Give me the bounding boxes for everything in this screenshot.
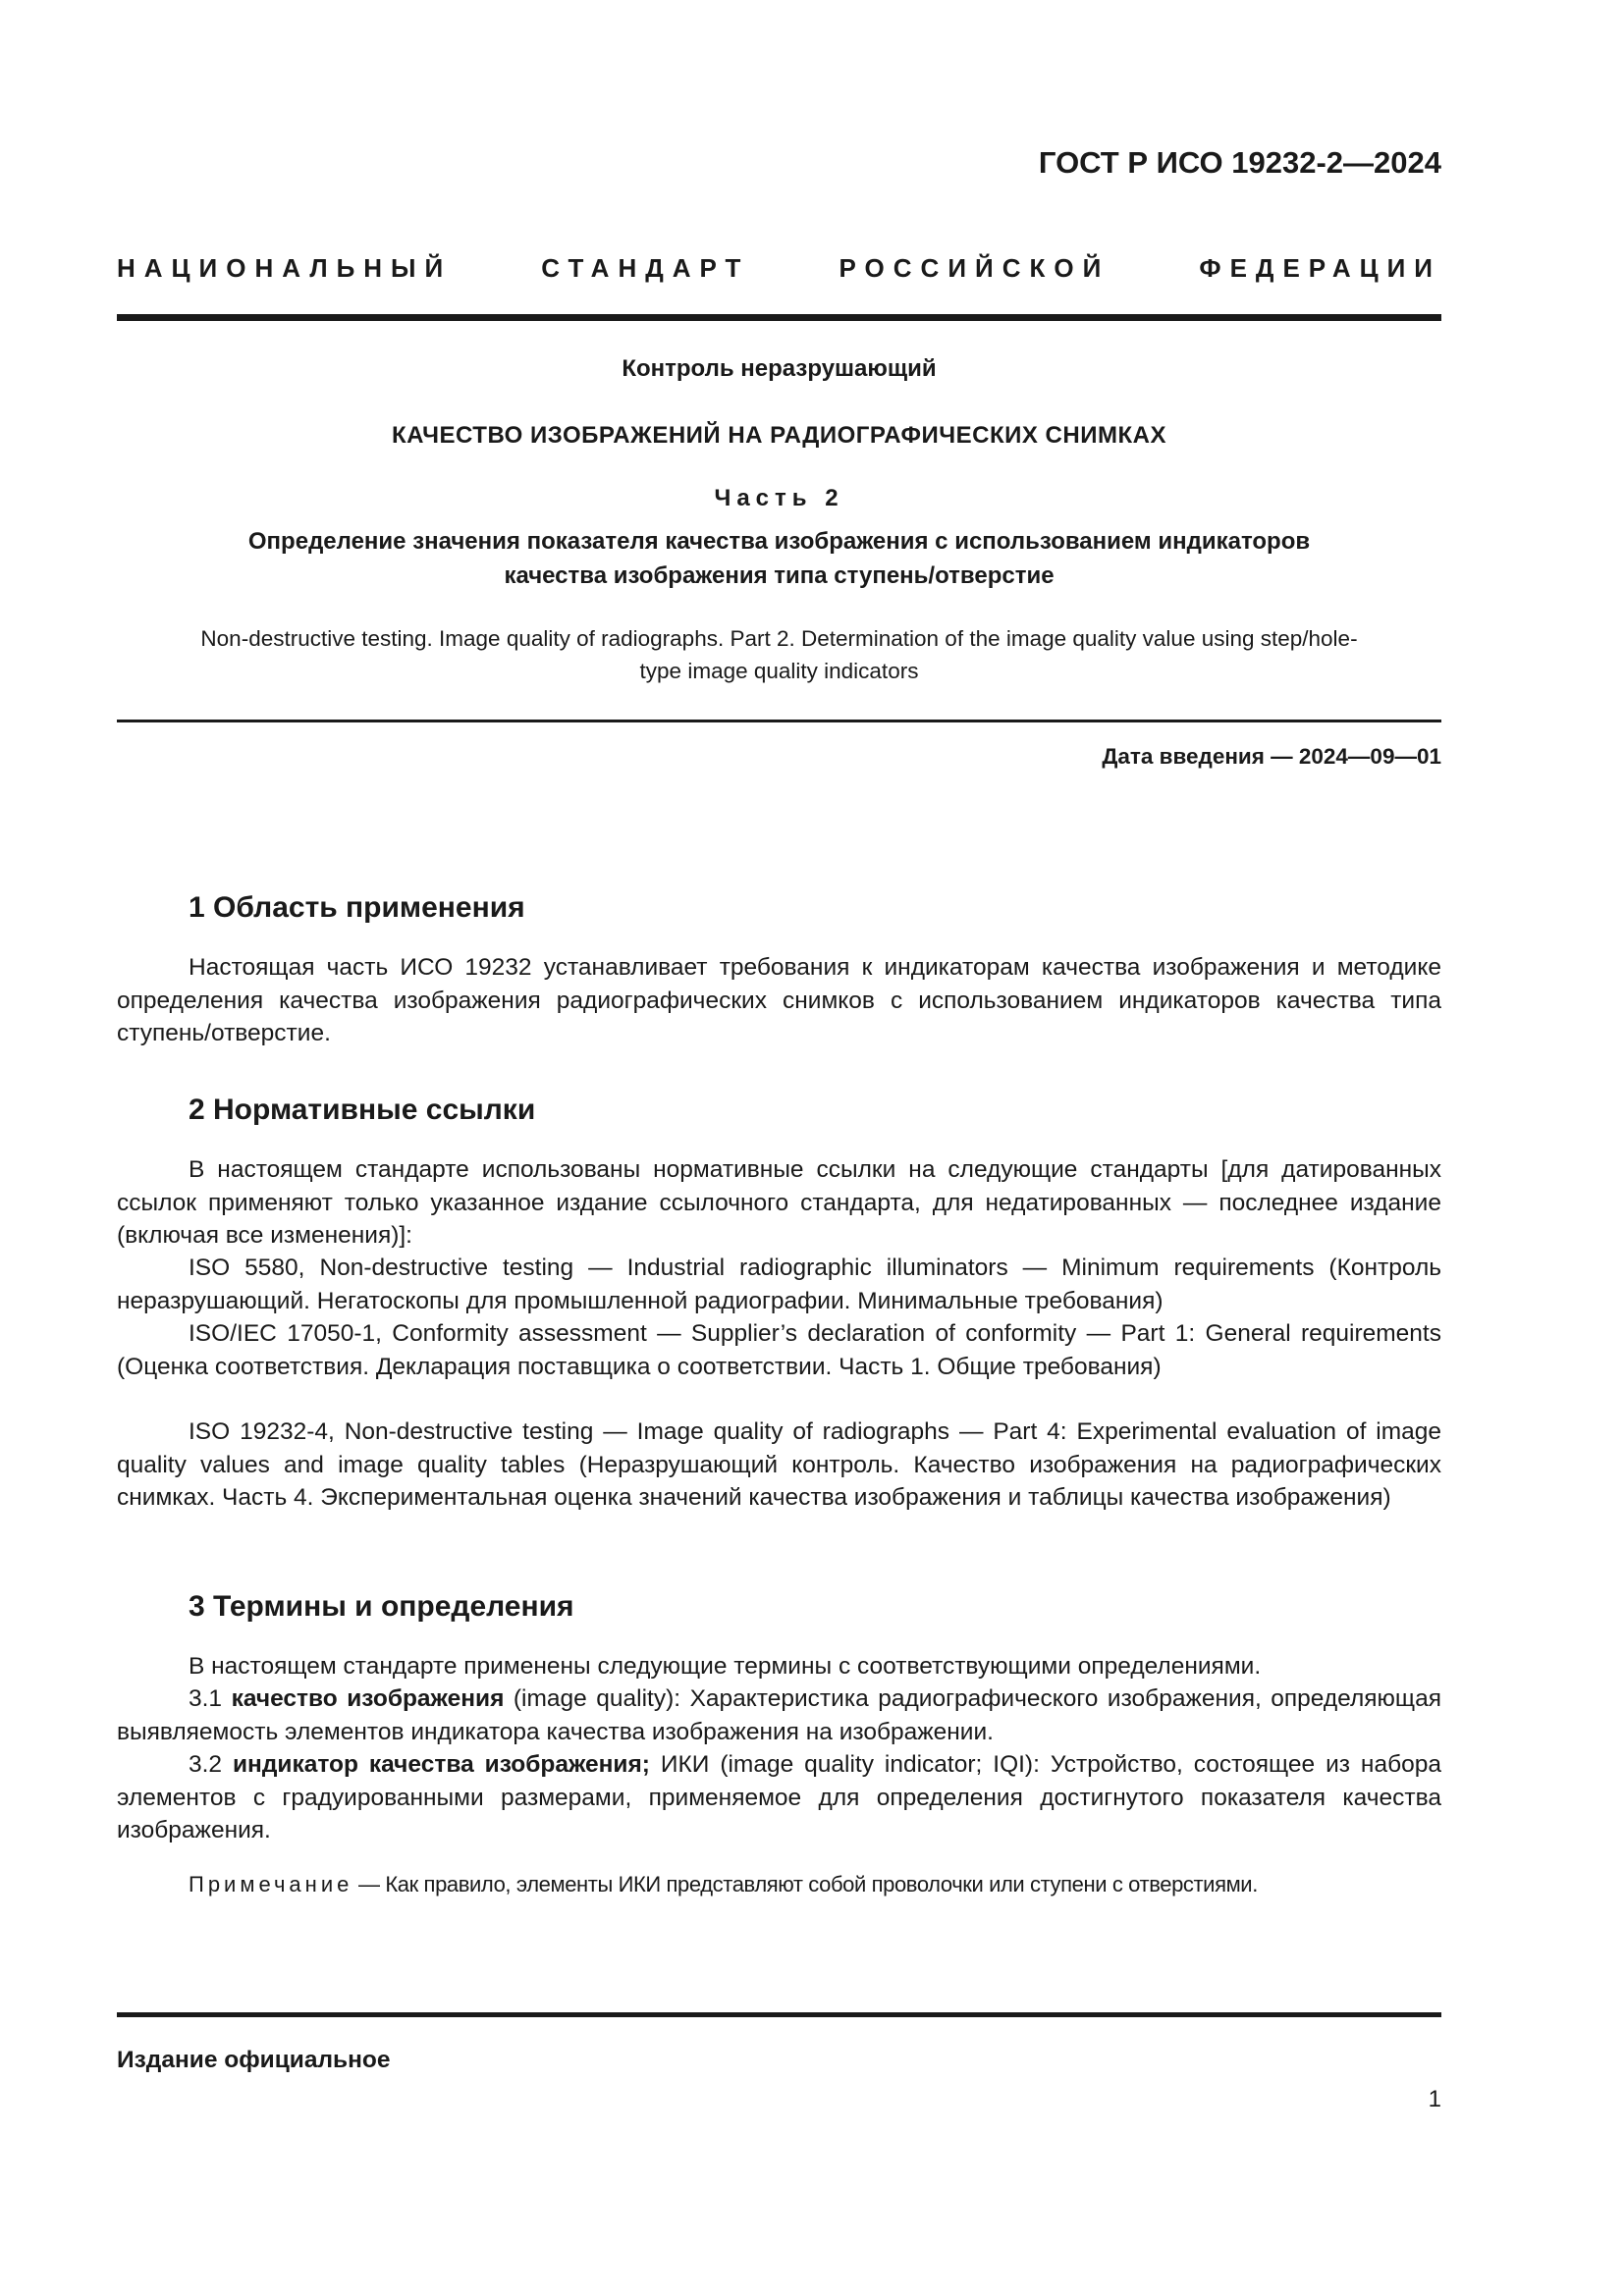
term-3-2-term: индикатор качества изображения; bbox=[233, 1751, 650, 1778]
english-title bbox=[117, 622, 1441, 687]
page-number: 1 bbox=[1428, 2086, 1441, 2112]
header-rule bbox=[117, 314, 1441, 321]
title-rule bbox=[117, 720, 1441, 722]
document-subject bbox=[117, 524, 1441, 593]
section-1-paragraph: Настоящая часть ИСО 19232 устанавливает требования к индикаторам качества изображения и методике определения качества изображения радиографических снимков с использованием индикаторов качества типа ступень/отверстие. bbox=[117, 954, 1441, 1046]
standard-code: ГОСТ Р ИСО 19232-2—2024 bbox=[1038, 145, 1441, 180]
english-title-line-1: Non-destructive testing. Image quality of radiographs. Part 2. Determination of the image quality value using step/hole- bbox=[200, 626, 1358, 651]
note-label: Примечание bbox=[189, 1872, 353, 1896]
term-3-1-number: 3.1 bbox=[189, 1685, 232, 1712]
term-3-1-term: качество изображения bbox=[231, 1685, 505, 1712]
subject-line-1: Определение значения показателя качества изображения с использованием индикаторов bbox=[247, 528, 1311, 555]
section-1-heading: 1 Область применения bbox=[189, 891, 525, 924]
term-3-2-number: 3.2 bbox=[189, 1751, 233, 1778]
section-3-note bbox=[117, 1868, 1441, 1900]
section-3-paragraph: В настоящем стандарте применены следующие термины с соответствующими определениями. bbox=[189, 1653, 1262, 1680]
section-3-heading: 3 Термины и определения bbox=[189, 1590, 574, 1623]
english-title-line-2: type image quality indicators bbox=[639, 659, 919, 683]
term-3-2-definition: ИКИ (image quality indicator; IQI): Устройство, состоящее из набора элементов с градуированными размерами, применяемое для определения достигнутого показателя качества изображения. bbox=[117, 1751, 1441, 1843]
document-subtitle: Контроль неразрушающий bbox=[622, 355, 937, 382]
section-2-paragraph: В настоящем стандарте использованы нормативные ссылки на следующие стандарты [для датированных ссылок применяют только указанное издание ссылочного стандарта, для недатированных — последнее издание (включая все изменения)]: bbox=[117, 1156, 1441, 1249]
reference-iso-5580: ISO 5580, Non-destructive testing — Industrial radiographic illuminators — Minimum requirements (Контроль неразрушающий. Негатоскопы для промышленной радиографии. Минимальные требования) bbox=[117, 1255, 1441, 1314]
reference-iso-iec-17050-1: ISO/IEC 17050-1, Conformity assessment — Supplier’s declaration of conformity — Part 1: General requirements (Оценка соответствия. Декларация поставщика о соответствии. Часть 1. Общие требования) bbox=[117, 1320, 1441, 1380]
reference-iso-19232-4: ISO 19232-4, Non-destructive testing — Image quality of radiographs — Part 4: Experimental evaluation of image quality values and image quality tables (Неразрушающий контроль. Качество изображения на радиографических снимках. Часть 4. Экспериментальная оценка значений качества изображения и таблицы качества изображения) bbox=[117, 1418, 1441, 1511]
subject-line-2: качества изображения типа ступень/отверстие bbox=[504, 562, 1055, 589]
official-edition-label: Издание официальное bbox=[117, 2047, 391, 2073]
term-3-1-definition: (image quality): Характеристика радиографического изображения, определяющая выявляемость элементов индикатора качества изображения на изображении. bbox=[117, 1685, 1441, 1745]
section-2-heading: 2 Нормативные ссылки bbox=[189, 1094, 536, 1126]
document-title: КАЧЕСТВО ИЗОБРАЖЕНИЙ НА РАДИОГРАФИЧЕСКИХ СНИМКАХ bbox=[392, 422, 1166, 449]
term-3-1 bbox=[117, 1682, 1441, 1748]
document-part: Часть 2 bbox=[714, 485, 844, 511]
footer-rule bbox=[117, 2012, 1441, 2017]
term-3-2 bbox=[117, 1748, 1441, 1847]
national-standard-banner: НАЦИОНАЛЬНЫЙ СТАНДАРТ РОССИЙСКОЙ ФЕДЕРАЦИИ bbox=[117, 253, 1441, 283]
document-page bbox=[117, 0, 1441, 2296]
introduction-date: Дата введения — 2024—09—01 bbox=[1102, 744, 1441, 769]
note-text: — Как правило, элементы ИКИ представляют собой проволочки или ступени с отверстиями. bbox=[352, 1872, 1258, 1896]
